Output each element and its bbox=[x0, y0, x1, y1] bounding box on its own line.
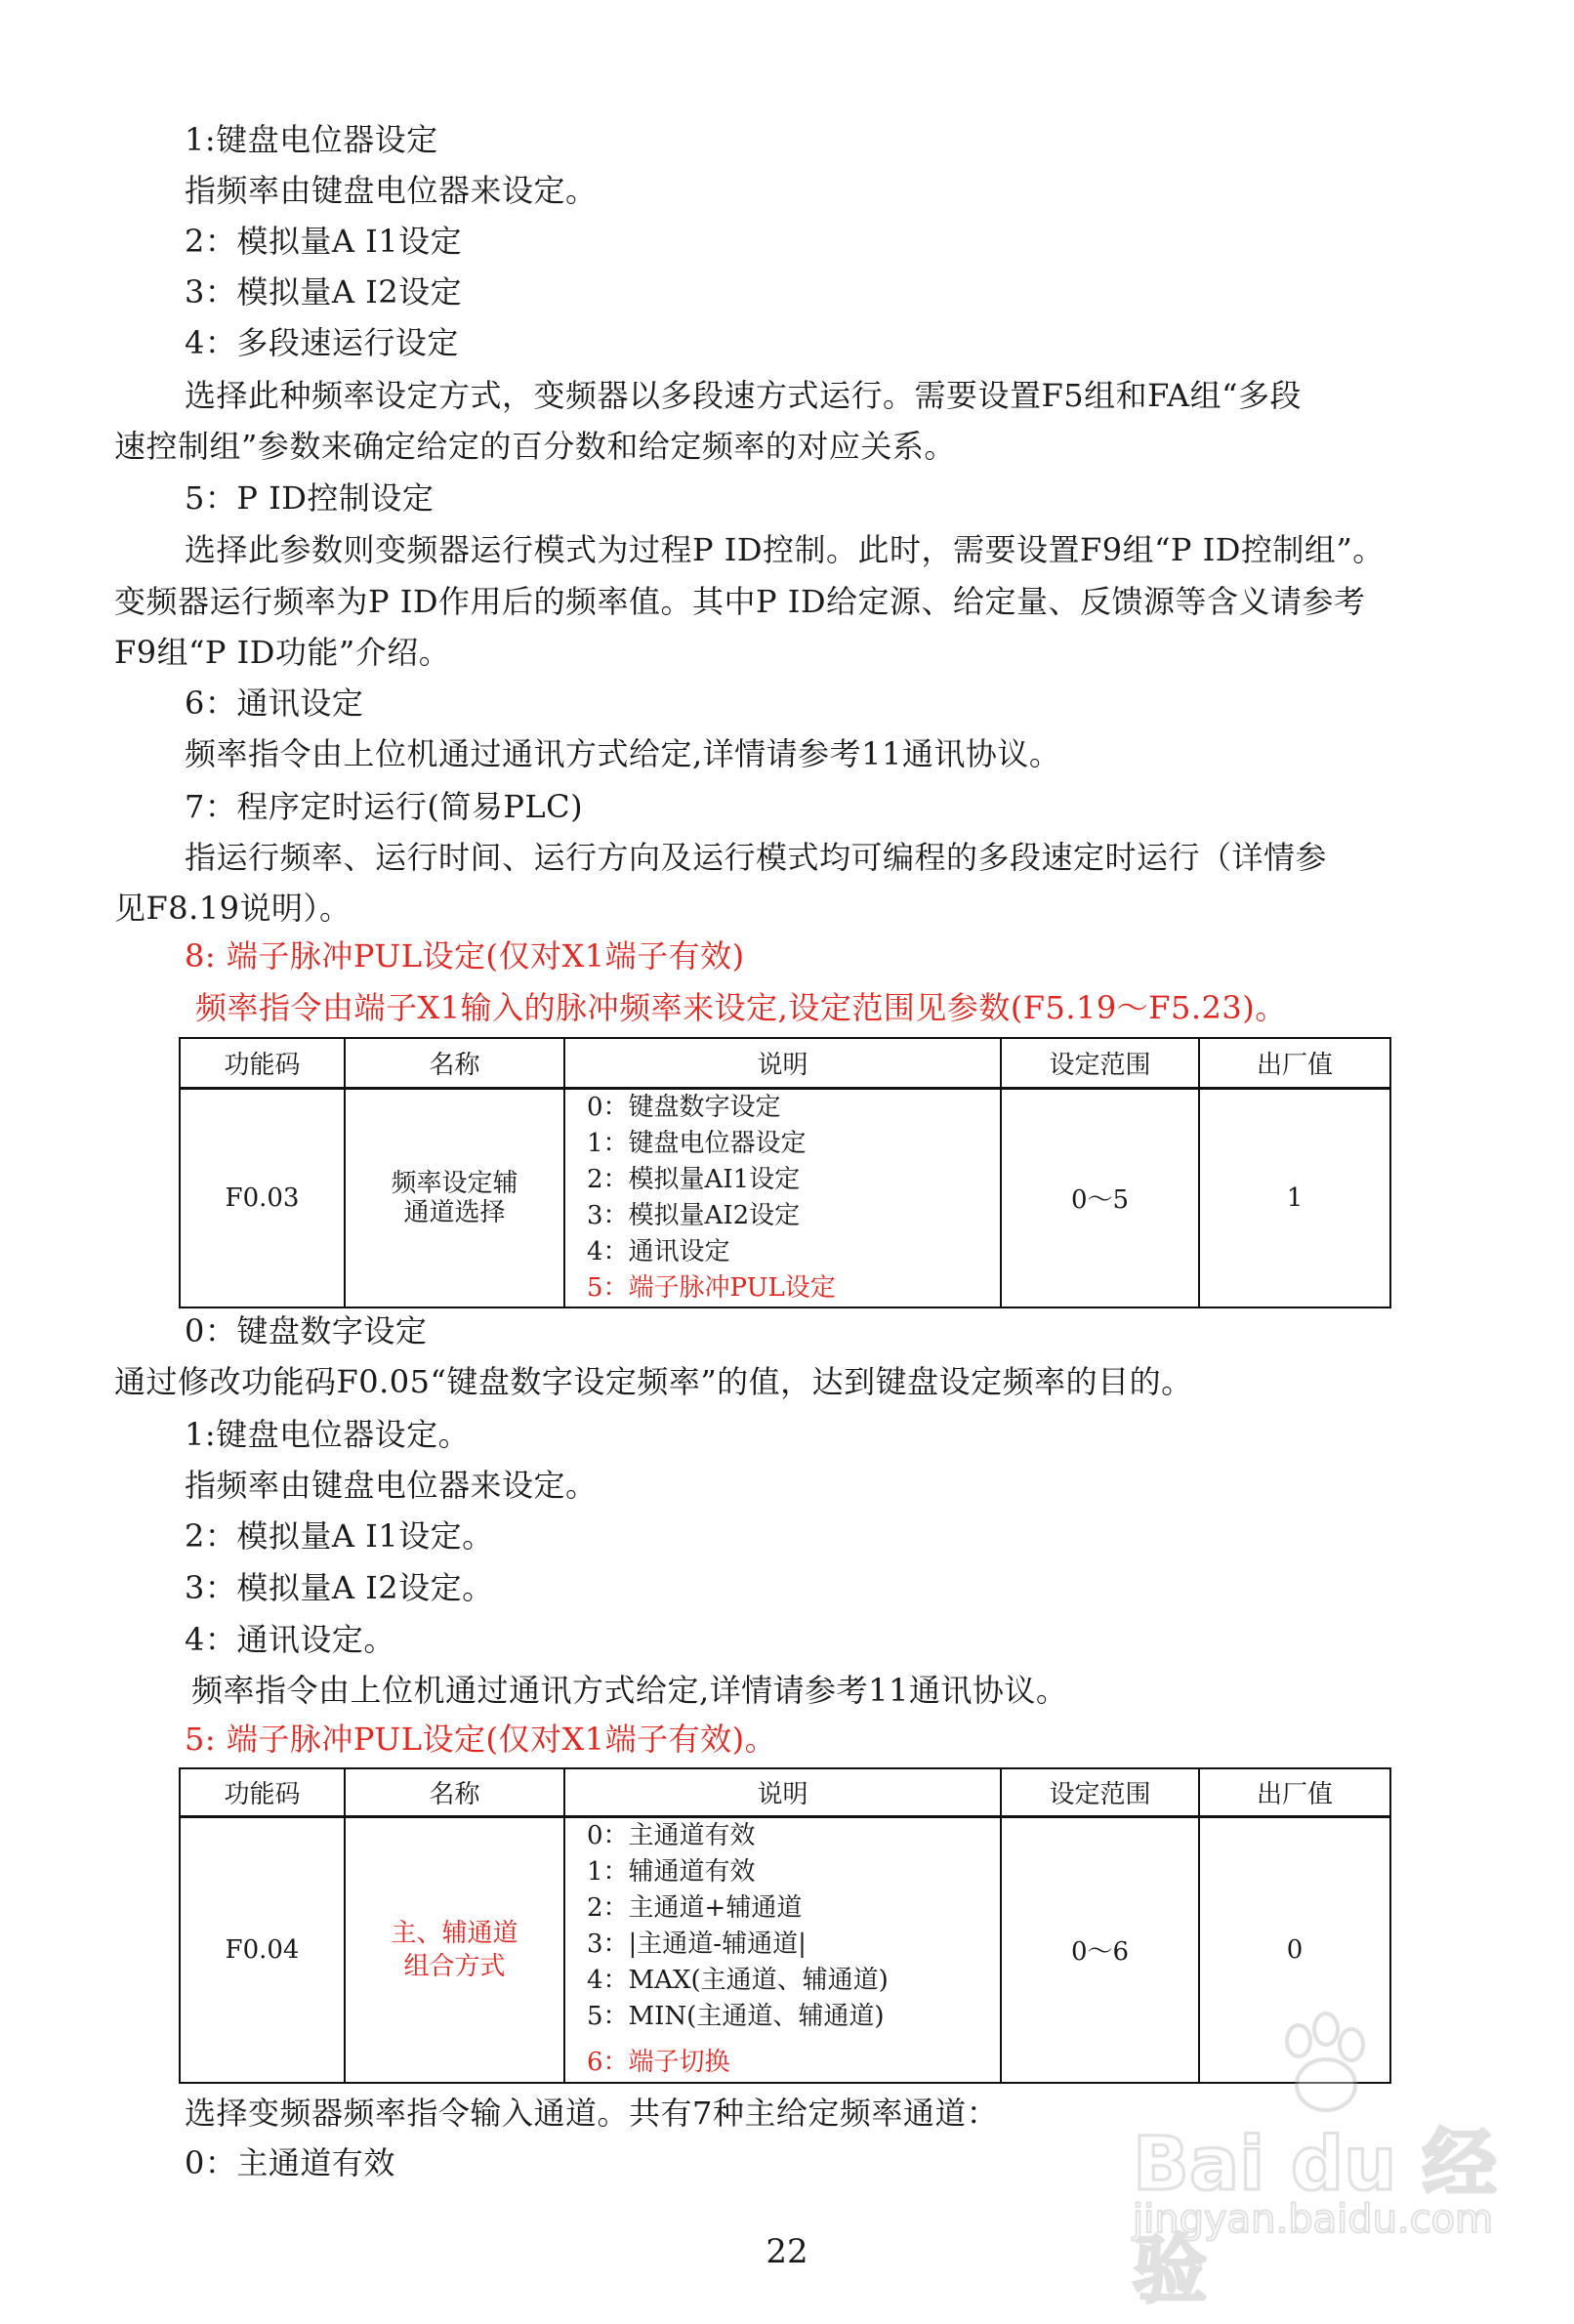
paragraph-line: 2：模拟量A I1设定 bbox=[185, 223, 463, 260]
highlight-line: 频率指令由端子X1输入的脉冲频率来设定,设定范围见参数(F5.19～F5.23)。 bbox=[195, 989, 1287, 1026]
parameter-table-f0-03 bbox=[179, 1037, 1391, 1308]
cell-name-text: 频率设定辅通道选择 bbox=[391, 1168, 518, 1227]
option: 1：键盘电位器设定 bbox=[587, 1128, 807, 1158]
header-range: 设定范围 bbox=[1001, 1768, 1199, 1816]
header-desc: 说明 bbox=[564, 1768, 1001, 1816]
option: 5：端子脉冲PUL设定 bbox=[587, 1272, 836, 1303]
paragraph-line: 通过修改功能码F0.05“键盘数字设定频率”的值，达到键盘设定频率的目的。 bbox=[114, 1363, 1193, 1400]
cell-name bbox=[345, 1816, 564, 2083]
watermark-brand: Bai du 经验 bbox=[1133, 2120, 1497, 2313]
paragraph-line: 见F8.19说明）。 bbox=[114, 890, 352, 927]
option: 0：主通道有效 bbox=[587, 1821, 756, 1851]
paragraph-line: 频率指令由上位机通过通讯方式给定,详情请参考11通讯协议。 bbox=[191, 1672, 1068, 1709]
paragraph-line: 选择此种频率设定方式，变频器以多段速方式运行。需要设置F5组和FA组“多段 bbox=[185, 377, 1302, 414]
header-name: 名称 bbox=[345, 1038, 564, 1088]
option: 4：通讯设定 bbox=[587, 1236, 730, 1266]
paragraph-line: 3：模拟量A I2设定。 bbox=[185, 1569, 494, 1606]
watermark-url: jingyan.baidu.com bbox=[1133, 2197, 1494, 2242]
header-default: 出厂值 bbox=[1199, 1038, 1390, 1088]
paragraph-line: 5：P ID控制设定 bbox=[185, 479, 435, 517]
option: 3：|主通道-辅通道| bbox=[587, 1930, 807, 1960]
cell-desc bbox=[564, 1088, 1001, 1307]
option: 2：模拟量AI1设定 bbox=[587, 1164, 801, 1194]
paragraph-line: F9组“P ID功能”介绍。 bbox=[114, 634, 451, 671]
paragraph-line: 指频率由键盘电位器来设定。 bbox=[185, 172, 598, 209]
paragraph-line: 速控制组”参数来确定给定的百分数和给定频率的对应关系。 bbox=[114, 428, 956, 465]
cell-code: F0.03 bbox=[180, 1088, 345, 1307]
cell-range: 0～6 bbox=[1001, 1816, 1199, 2083]
header-name: 名称 bbox=[345, 1768, 564, 1816]
highlight-line: 5: 端子脉冲PUL设定(仅对X1端子有效)。 bbox=[185, 1721, 777, 1758]
paragraph-line: 指频率由键盘电位器来设定。 bbox=[185, 1467, 598, 1504]
baidu-watermark bbox=[1123, 2012, 1504, 2313]
header-range: 设定范围 bbox=[1001, 1038, 1199, 1088]
paragraph-line: 指运行频率、运行时间、运行方向及运行模式均可编程的多段速定时运行（详情参 bbox=[185, 839, 1328, 876]
cell-range: 0～5 bbox=[1001, 1088, 1199, 1307]
option: 2：主通道+辅通道 bbox=[587, 1893, 803, 1924]
paragraph-line: 选择变频器频率指令输入通道。共有7种主给定频率通道： bbox=[185, 2095, 999, 2132]
paragraph-line: 变频器运行频率为P ID作用后的频率值。其中P ID给定源、给定量、反馈源等含义请参考 bbox=[114, 583, 1366, 620]
option: 5：MIN(主通道、辅通道) bbox=[587, 2002, 885, 2032]
option: 6：端子切换 bbox=[587, 2048, 730, 2078]
header-default: 出厂值 bbox=[1199, 1768, 1390, 1816]
header-code: 功能码 bbox=[180, 1768, 345, 1816]
cell-desc bbox=[564, 1816, 1001, 2083]
paragraph-line: 0：主通道有效 bbox=[185, 2144, 395, 2181]
paragraph-line: 选择此参数则变频器运行模式为过程P ID控制。此时，需要设置F9组“P ID控制组”。 bbox=[185, 531, 1385, 568]
cell-default: 0 bbox=[1199, 1816, 1390, 2083]
paragraph-line: 1:键盘电位器设定 bbox=[185, 121, 438, 158]
cell-code: F0.04 bbox=[180, 1816, 345, 2083]
cell-name-text: 主、辅通道组合方式 bbox=[391, 1918, 518, 1981]
header-desc: 说明 bbox=[564, 1038, 1001, 1088]
paragraph-line: 4：通讯设定。 bbox=[185, 1621, 395, 1658]
paragraph-line: 0：键盘数字设定 bbox=[185, 1312, 428, 1349]
paw-icon bbox=[1269, 2012, 1377, 2119]
option: 3：模拟量AI2设定 bbox=[587, 1200, 801, 1230]
paragraph-line: 3：模拟量A I2设定 bbox=[185, 273, 463, 311]
paragraph-line: 6：通讯设定 bbox=[185, 685, 364, 722]
highlight-line: 8: 端子脉冲PUL设定(仅对X1端子有效) bbox=[185, 937, 745, 975]
header-code: 功能码 bbox=[180, 1038, 345, 1088]
paragraph-line: 频率指令由上位机通过通讯方式给定,详情请参考11通讯协议。 bbox=[185, 735, 1061, 772]
paragraph-line: 4：多段速运行设定 bbox=[185, 324, 459, 361]
cell-default: 1 bbox=[1199, 1088, 1390, 1307]
paragraph-line: 1:键盘电位器设定。 bbox=[185, 1416, 471, 1453]
option: 0：键盘数字设定 bbox=[587, 1092, 781, 1122]
page-number: 22 bbox=[766, 2232, 808, 2271]
paragraph-line: 7：程序定时运行(简易PLC) bbox=[185, 788, 584, 825]
option: 4：MAX(主通道、辅通道) bbox=[587, 1966, 889, 1996]
option: 1：辅通道有效 bbox=[587, 1857, 756, 1888]
paragraph-line: 2：模拟量A I1设定。 bbox=[185, 1517, 494, 1555]
table-row bbox=[180, 1088, 1390, 1307]
cell-name bbox=[345, 1088, 564, 1307]
